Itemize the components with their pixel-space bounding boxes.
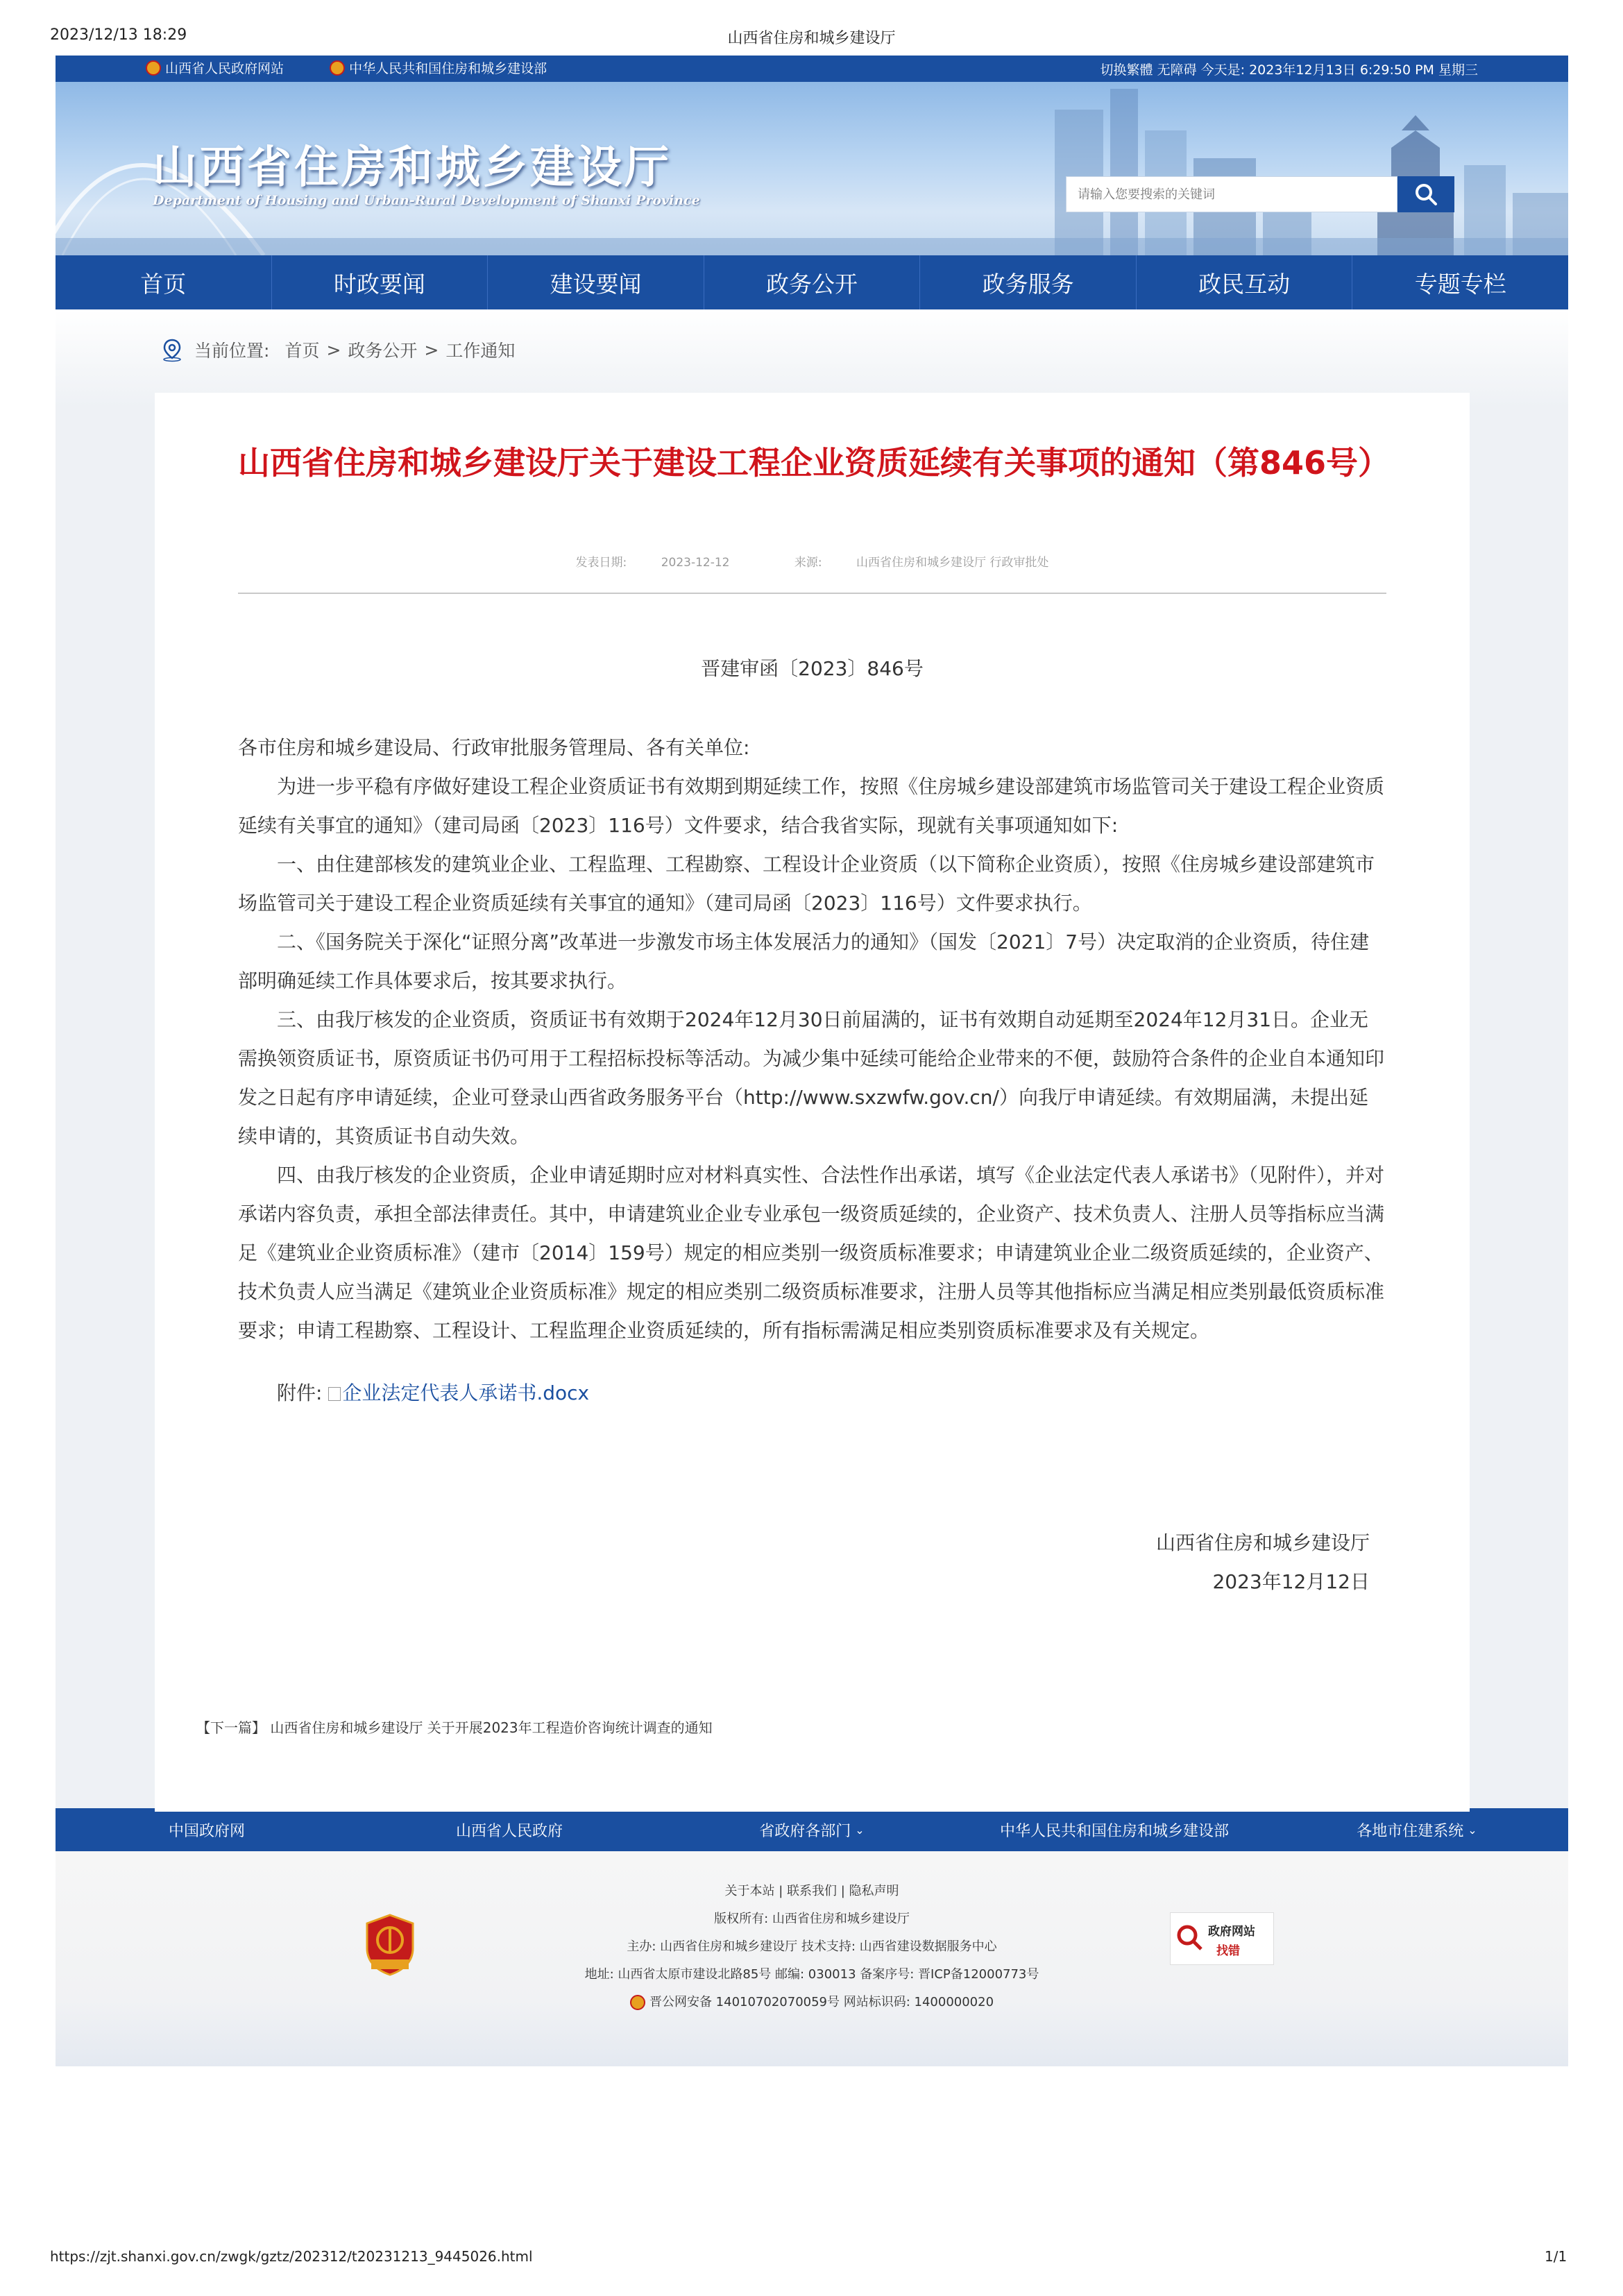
search-icon (1413, 182, 1438, 207)
paragraph: 四、由我厅核发的企业资质，企业申请延期时应对材料真实性、合法性作出承诺，填写《企业法定代表人承诺书》（见附件），并对承诺内容负责，承担全部法律责任。其中，申请建筑业企业专业承包一级资质延续的，企业资产、技术负责人、注册人员等指标应当满足《建筑业企业资质标准》（建市〔2014〕159号）规定的相应类别一级资质标准要求；申请建筑业企业二级资质延续的，企业资产、技术负责人应当满足《建筑业企业资质标准》规定的相应类别二级资质标准要求，注册人员等其他指标应当满足相应类别最低资质标准要求；申请工程勘察、工程设计、工程监理企业资质延续的，所有指标需满足相应类别资质标准要求及有关规定。 (238, 1164, 1385, 1342)
paragraph: 为进一步平稳有序做好建设工程企业资质证书有效期到期延续工作，按照《住房城乡建设部建筑市场监管司关于建设工程企业资质延续有关事宜的通知》（建司局函〔2023〕116号）文件要求，结合我省实际，现就有关事项通知如下: (238, 775, 1385, 837)
breadcrumb-label: 当前位置: (194, 341, 270, 361)
footer-info (56, 1878, 1568, 2016)
site-title: 山西省住房和城乡建设厅 (153, 142, 672, 194)
footer-security (56, 1989, 1568, 2016)
print-datetime: 2023/12/13 18:29 (50, 26, 187, 44)
print-page: 1/1 (1545, 2248, 1567, 2265)
top-link-mohurd-label: 中华人民共和国住房和城乡建设部 (349, 61, 547, 77)
article-meta (238, 552, 1386, 570)
location-icon (160, 337, 185, 362)
paragraph: 一、由住建部核发的建筑业企业、工程监理、工程勘察、工程设计企业资质（以下简称企业资质），按照《住房城乡建设部建筑市场监管司关于建设工程企业资质延续有关事宜的通知》（建司局函〔2023〕116号）文件要求执行。 (238, 853, 1375, 915)
attachment-link[interactable] (328, 1381, 589, 1404)
content-area (56, 309, 1568, 1808)
top-links (146, 58, 588, 79)
link-city-systems-label: 各地市住建系统 (1357, 1822, 1464, 1840)
attachment-name: 企业法定代表人承诺书.docx (342, 1381, 590, 1404)
police-emblem-icon (630, 1995, 645, 2010)
breadcrumb-home[interactable]: 首页 (284, 341, 320, 361)
breadcrumb: 当前位置: 首页 > 政务公开 > 工作通知 (160, 337, 515, 362)
search-box (1066, 176, 1454, 212)
article-body (238, 649, 1386, 1601)
top-link-province-label: 山西省人民政府网站 (165, 61, 284, 77)
footer-links[interactable]: 关于本站 | 联系我们 | 隐私声明 (724, 1884, 899, 1898)
breadcrumb-work-notice[interactable]: 工作通知 (445, 341, 516, 361)
next-title: 山西省住房和城乡建设厅 关于开展2023年工程造价咨询统计调查的通知 (270, 1719, 713, 1736)
print-title: 山西省住房和城乡建设厅 (727, 30, 896, 47)
nav-home[interactable]: 首页 (56, 255, 272, 309)
nav-special-topics[interactable]: 专题专栏 (1414, 270, 1506, 298)
top-bar (56, 56, 1568, 82)
next-label: 【下一篇】 (196, 1719, 266, 1736)
banner (56, 82, 1568, 255)
attachment (238, 1374, 1386, 1413)
next-article[interactable] (196, 1717, 713, 1737)
chevron-down-icon: ⌄ (855, 1823, 865, 1837)
link-city-systems[interactable] (1266, 1808, 1568, 1851)
breadcrumb-gov-affairs[interactable]: 政务公开 (348, 341, 418, 361)
friend-links-bar (56, 1808, 1568, 1851)
paragraph: 二、《国务院关于深化“证照分离”改革进一步激发市场主体发展活力的通知》（国发〔2021〕7号）决定取消的企业资质，待住建部明确延续工作具体要求后，按其要求执行。 (238, 930, 1370, 992)
page (56, 56, 1568, 2066)
attachment-label: 附件: (277, 1381, 323, 1404)
footer-security-text: 晋公网安备 14010702070059号 网站标识码: 1400000020 (649, 1995, 994, 2009)
top-right-info[interactable]: 切换繁體 无障碍 今天是: 2023年12月13日 6:29:50 PM 星期三 (1100, 62, 1478, 78)
magnifier-icon (1175, 1923, 1205, 1953)
top-link-mohurd[interactable] (330, 58, 568, 77)
article-card (155, 393, 1470, 1812)
divider (238, 593, 1386, 594)
nav-gov-services[interactable]: 政务服务 (920, 255, 1137, 309)
footer-copyright: 版权所有: 山西省住房和城乡建设厅 (714, 1912, 910, 1926)
link-departments-label: 省政府各部门 (759, 1822, 851, 1840)
nav-news[interactable]: 时政要闻 (272, 255, 488, 309)
error-report-sub: 找错 (1216, 1944, 1240, 1958)
document-number: 晋建审函〔2023〕846号 (701, 657, 924, 680)
footer-address: 地址: 山西省太原市建设北路85号 邮编: 030013 备案序号: 晋ICP备12000773号 (584, 1967, 1039, 1982)
nav-gov-affairs[interactable]: 政务公开 (704, 255, 921, 309)
link-mohurd[interactable]: 中华人民共和国住房和城乡建设部 (999, 1822, 1229, 1840)
link-shanxi-gov[interactable]: 山西省人民政府 (455, 1822, 563, 1840)
date-label: 发表日期: (575, 556, 627, 570)
nav-construction-news[interactable]: 建设要闻 (488, 255, 704, 309)
footer (56, 1851, 1568, 2066)
gov-site-error-report[interactable] (1170, 1912, 1274, 1965)
emblem-icon (330, 60, 345, 76)
link-gov-cn[interactable]: 中国政府网 (168, 1822, 245, 1840)
chevron-down-icon: ⌄ (1468, 1823, 1477, 1837)
site-subtitle: Department of Housing and Urban-Rural Development of Shanxi Province (153, 193, 700, 208)
signer: 山西省住房和城乡建设厅 (1155, 1531, 1370, 1554)
search-button[interactable] (1397, 176, 1454, 212)
paragraph: 三、由我厅核发的企业资质，资质证书有效期于2024年12月30日前届满的，证书有效期自动延期至2024年12月31日。企业无需换领资质证书，原资质证书仍可用于工程招标投标等活动。为减少集中延续可能给企业带来的不便，鼓励符合条件的企业自本通知印发之日起有序申请延续，企业可登录山西省政务服务平台（http://www.sxzwfw.gov.cn/）向我厅申请延续。有效期届满，未提出延续申请的，其资质证书自动失效。 (238, 1008, 1385, 1148)
sign-date: 2023年12月12日 (1212, 1570, 1370, 1593)
main-nav (56, 255, 1568, 309)
source-label: 来源: (794, 556, 822, 570)
source: 山西省住房和城乡建设厅 行政审批处 (856, 556, 1049, 570)
footer-host: 主办: 山西省住房和城乡建设厅 技术支持: 山西省建设数据服务中心 (627, 1939, 997, 1954)
search-input[interactable] (1066, 176, 1397, 212)
nav-interaction[interactable]: 政民互动 (1137, 255, 1353, 309)
salutation: 各市住房和城乡建设局、行政审批服务管理局、各有关单位: (238, 736, 750, 759)
print-url: https://zjt.shanxi.gov.cn/zwgk/gztz/202312/t20231213_9445026.html (50, 2248, 533, 2265)
error-report-title: 政府网站 (1208, 1925, 1255, 1939)
link-departments[interactable] (661, 1808, 963, 1851)
file-icon (328, 1387, 341, 1401)
publish-date: 2023-12-12 (661, 556, 730, 570)
top-link-province[interactable] (146, 58, 305, 77)
article-title: 山西省住房和城乡建设厅关于建设工程企业资质延续有关事项的通知（第846号） (238, 444, 1391, 482)
emblem-icon (146, 60, 161, 76)
